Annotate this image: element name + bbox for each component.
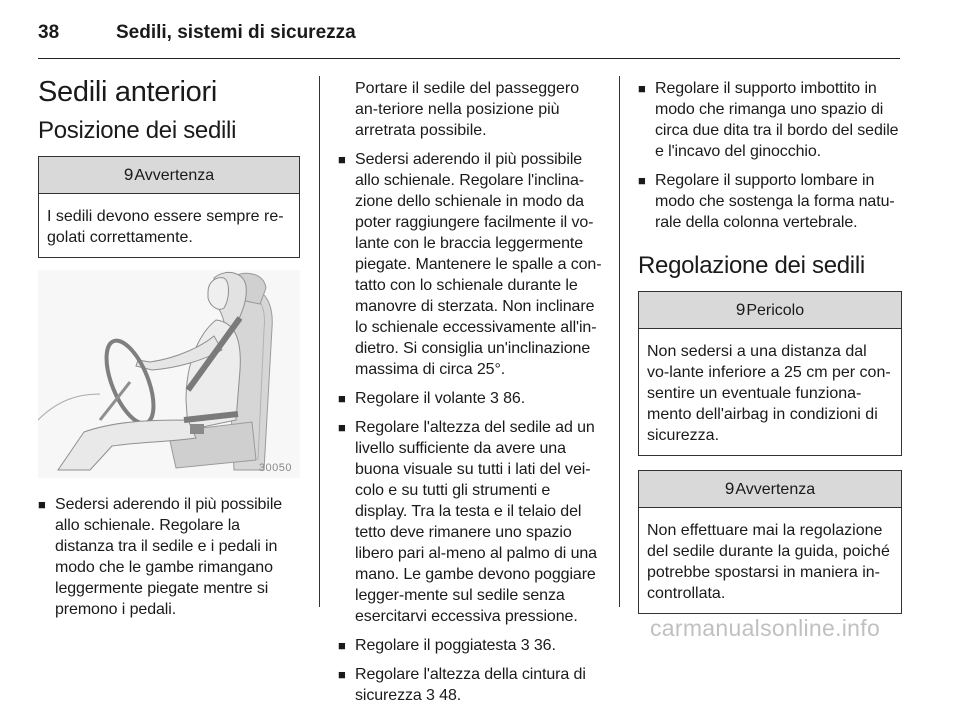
subsection-heading: Regolazione dei sedili xyxy=(638,252,865,279)
subsection-heading: Posizione dei sedili xyxy=(38,117,237,144)
seat-position-illustration xyxy=(38,270,300,478)
column-divider xyxy=(319,76,320,607)
list-item: ■ Regolare il poggiatesta 3 36. xyxy=(338,637,556,654)
danger-title: Pericolo xyxy=(746,302,805,319)
figure-number: 30050 xyxy=(258,462,292,474)
list-item: ■ Regolare il supporto lombare in modo che sostenga la forma natu-rale della colonna vertebrale. xyxy=(638,172,895,231)
column-1 xyxy=(38,76,300,628)
bullet-icon: ■ xyxy=(638,173,646,188)
warning-box xyxy=(638,470,902,614)
warning-text: Non effettuare mai la regolazione del sedile durante la guida, poiché potrebbe spostarsi in maniera in-controllata. xyxy=(647,522,890,602)
list-item: ■ Sedersi aderendo il più possibile allo schienale. Regolare la distanza tra il sedile e i pedali in modo che le gambe rimangano leggermente piegate mentre si premono i pedali. xyxy=(38,496,283,618)
warning-icon: 9 xyxy=(724,479,735,498)
page-number: 38 xyxy=(38,22,60,43)
list-item: ■ Regolare l'altezza del sedile ad un livello sufficiente da avere una buona visuale su tutti i lati del vei-colo e su tutti gli strumenti e display. Tra la testa e il telaio del tetto deve rimanere uno spazio libero pari al-meno al palmo di una mano. Le gambe devono poggiare legger-mente sul sedile senza esercitarvi eccessiva pressione. xyxy=(338,419,597,625)
warning-text: I sedili devono essere sempre re-golati correttamente. xyxy=(47,208,284,246)
page-header xyxy=(38,22,356,44)
warning-box-header xyxy=(39,157,299,194)
warning-box-header xyxy=(639,471,901,508)
warning-icon: 9 xyxy=(735,300,746,319)
column-2 xyxy=(338,78,604,714)
warning-title: Avvertenza xyxy=(134,167,215,184)
warning-icon: 9 xyxy=(123,165,134,184)
bullet-icon: ■ xyxy=(338,152,346,167)
watermark: carmanualsonline.info xyxy=(650,615,881,641)
list-item: ■ Regolare il supporto imbottito in modo che rimanga uno spazio di circa due dita tra il bordo del sedile e l'incavo del ginocchio. xyxy=(638,80,899,160)
danger-text: Non sedersi a una distanza dal vo-lante inferiore a 25 cm per con-sentire un eventuale funziona-mento dell'airbag in condizioni di sicurezza. xyxy=(647,343,891,444)
bullet-icon: ■ xyxy=(338,420,346,435)
list-item: ■ Sedersi aderendo il più possibile allo schienale. Regolare l'inclina-zione dello schienale in modo da poter raggiungere facilmente il vo-lante con le braccia leggermente piegate. Mantenere le spalle a con-tatto con lo schienale durante le manovre di sterzata. Non inclinare lo schienale eccessivamente all'in-dietro. Si consiglia un'inclinazione massima di circa 25°. xyxy=(338,151,602,378)
continuation-text: Portare il sedile del passeggero an-teriore nella posizione più arretrata possibile. xyxy=(355,80,580,139)
bullet-icon: ■ xyxy=(338,667,346,682)
bullet-list xyxy=(38,494,300,620)
list-item: ■ Regolare l'altezza della cintura di sicurezza 3 48. xyxy=(338,666,586,704)
column-divider xyxy=(619,76,620,607)
driver-seat-drawing xyxy=(38,270,300,478)
warning-box xyxy=(38,156,300,258)
bullet-icon: ■ xyxy=(338,638,346,653)
warning-title: Avvertenza xyxy=(735,481,816,498)
section-heading: Sedili anteriori xyxy=(38,76,217,108)
bullet-icon: ■ xyxy=(38,497,46,512)
column-3 xyxy=(638,78,902,614)
bullet-icon: ■ xyxy=(338,391,346,406)
bullet-list xyxy=(638,78,902,233)
bullet-list xyxy=(338,149,604,706)
danger-box-header xyxy=(639,292,901,329)
chapter-title: Sedili, sistemi di sicurezza xyxy=(116,22,356,43)
header-rule xyxy=(38,58,900,59)
bullet-icon: ■ xyxy=(638,81,646,96)
list-item: ■ Regolare il volante 3 86. xyxy=(338,390,526,407)
danger-box xyxy=(638,291,902,456)
